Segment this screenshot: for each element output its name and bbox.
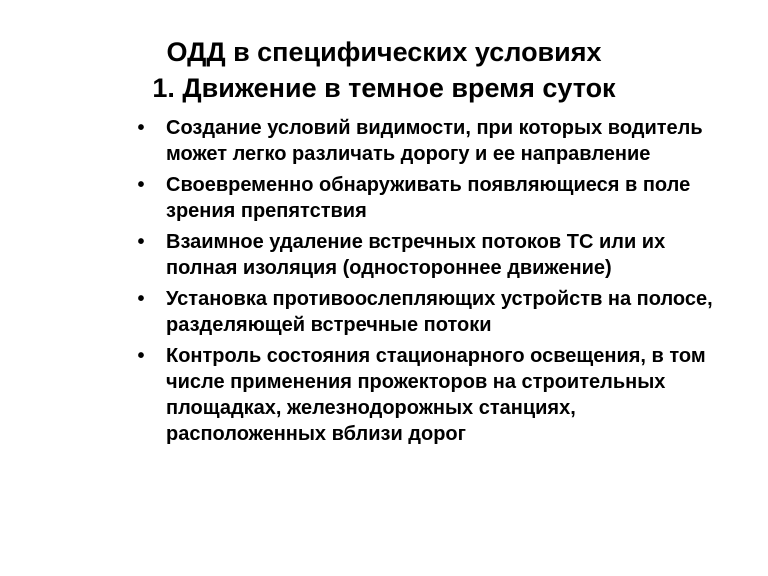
bullet-item (134, 343, 734, 447)
slide-title (0, 34, 768, 106)
bullet-item (134, 229, 734, 281)
bullet-icon: • (137, 174, 145, 196)
bullet-text: Взаимное удаление встречных потоков ТС или их полная изоляция (одностороннее движение) (166, 231, 666, 279)
bullet-icon: • (137, 345, 145, 367)
bullet-text: Своевременно обнаруживать появляющиеся в поле зрения препятствия (166, 174, 691, 222)
bullet-item (134, 286, 734, 338)
bullet-icon: • (137, 288, 145, 310)
bullet-text: Установка противоослепляющих устройств на полосе, разделяющей встречные потоки (166, 288, 713, 336)
bullet-item (134, 115, 734, 167)
bullet-icon: • (137, 231, 145, 253)
bullet-text: Создание условий видимости, при которых водитель может легко различать дорогу и ее направление (166, 117, 703, 165)
bullet-icon: • (137, 117, 145, 139)
title-line-2: 1. Движение в темное время суток (152, 73, 616, 103)
bullet-item (134, 172, 734, 224)
title-line-1: ОДД в специфических условиях (166, 37, 602, 67)
bullet-text: Контроль состояния стационарного освещения, в том числе применения прожекторов на строительных площадках, железнодорожных станциях, расположенных вблизи дорог (166, 345, 706, 445)
bullet-list (134, 115, 734, 452)
